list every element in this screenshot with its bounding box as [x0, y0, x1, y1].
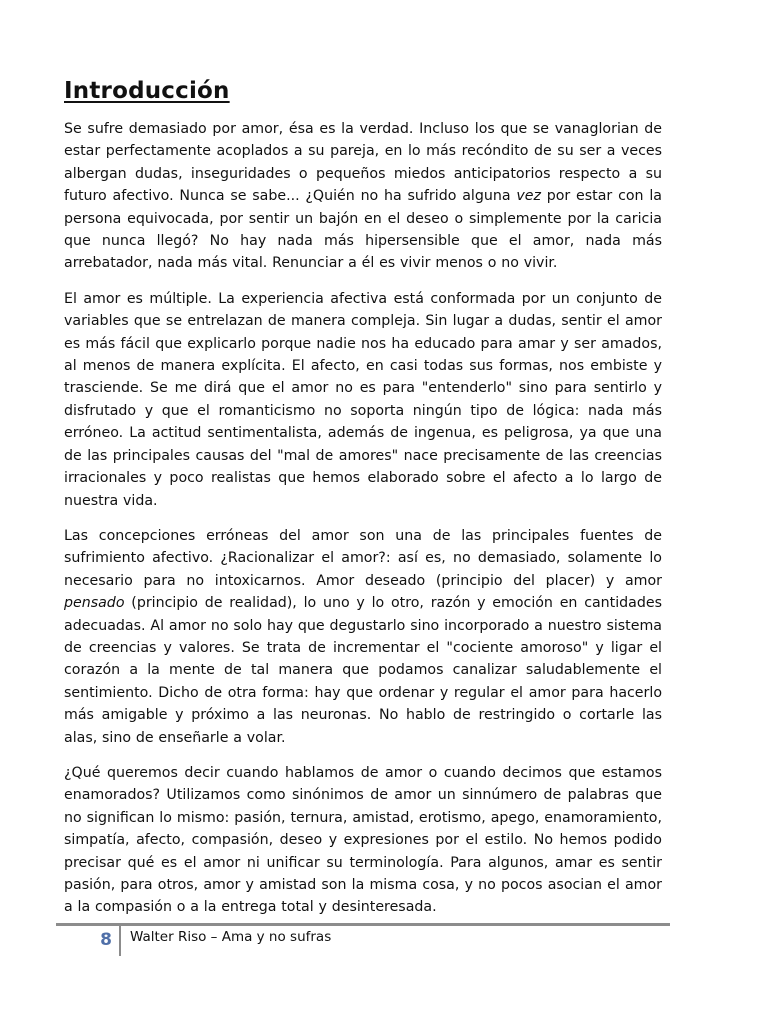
page-title: Introducción: [64, 78, 230, 104]
paragraph-4: ¿Qué queremos decir cuando hablamos de amor o cuando decimos que estamos enamorados? Utilizamos como sinónimos de amor un sinnúmero de palabras que no significan lo mismo: pasión, ternura, amistad, erotismo, apego, enamoramiento, simpatía, afecto, compasión, deseo y expresiones por el estilo. No hemos podido precisar qué es el amor ni unificar su terminología. Para algunos, amar es sentir pasión, para otros, amor y amistad son la misma cosa, y no pocos asocian el amor a la compasión o a la entrega total y desinteresada.: [64, 764, 662, 916]
running-footer-title: Walter Riso – Ama y no sufras: [130, 929, 332, 945]
paragraph-3-emphasis: pensado: [64, 595, 125, 612]
paragraph-3-text-end: (principio de realidad), lo uno y lo otro, razón y emoción en cantidades adecuadas. Al amor no solo hay que degustarlo sino incorporado a nuestro sistema de creencias y valores. Se trata de incrementar el "cociente amoroso" y ligar el corazón a la mente de tal manera que podamos canalizar saludablemente el sentimiento. Dicho de otra forma: hay que ordenar y regular el amor para hacerlo más amigable y próximo a las neuronas. No hablo de restringido o cortarle las alas, sino de enseñarle a volar.: [64, 595, 663, 746]
paragraph-1-emphasis: vez: [516, 188, 541, 205]
paragraph-1: [64, 118, 662, 275]
paragraph-3: [64, 525, 662, 749]
paragraph-2: El amor es múltiple. La experiencia afectiva está conformada por un conjunto de variables que se entrelazan de manera compleja. Sin lugar a dudas, sentir el amor es más fácil que explicarlo porque nadie nos ha educado para amar y ser amados, al menos de manera explícita. El afecto, en casi todas sus formas, nos embiste y trasciende. Se me dirá que el amor no es para "entenderlo" sino para sentirlo y disfrutado y que el romanticismo no soporta ningún tipo de lógica: nada más erróneo. La actitud sentimentalista, además de ingenua, es peligrosa, ya que una de las principales causas del "mal de amores" nace precisamente de las creencias irracionales y poco realistas que hemos elaborado sobre el afecto a lo largo de nuestra vida.: [64, 290, 662, 509]
page-content: [64, 78, 662, 932]
footer-vertical-divider: [119, 926, 121, 956]
page-number: 8: [100, 930, 112, 950]
footer-divider: [56, 923, 670, 926]
paragraph-1-text-end: por estar con la persona equivocada, por sentir un bajón en el deseo o simplemente por la caricia que nunca llegó? No hay nada más hipersensible que el amor, nada más arrebatador, nada más vital. Renunciar a él es vivir menos o no vivir.: [64, 188, 662, 272]
paragraph-1-text: Se sufre demasiado por amor, ésa es la verdad. Incluso los que se vanaglorian de estar perfectamente acoplados a su pareja, en lo más recóndito de su ser a veces albergan dudas, inseguridades o pequeños miedos anticipatorios respecto a su futuro afectivo. Nunca se sabe... ¿Quién no ha sufrido alguna: [64, 121, 662, 205]
paragraph-3-text: Las concepciones erróneas del amor son una de las principales fuentes de sufrimiento afectivo. ¿Racionalizar el amor?: así es, no demasiado, solamente lo necesario para no intoxicarnos. Amor deseado (principio del placer) y amor: [64, 527, 662, 589]
